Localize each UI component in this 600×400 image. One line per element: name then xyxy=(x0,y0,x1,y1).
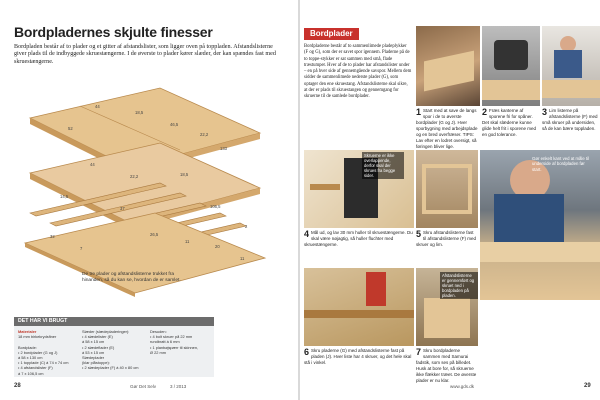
caption-step-4: 4 Mål ud, og lav 30 mm huller til skruestængerne. Du skal være nøjagtig, så huller fluchter med skruestængerne. xyxy=(304,229,413,247)
materials-line: rundbratt á 6 mm xyxy=(150,339,180,345)
materials-line: Slædeplader xyxy=(82,355,105,361)
materials-line: á 58 x 130 cm xyxy=(18,355,43,361)
dim-label: 44 xyxy=(95,104,100,109)
materials-header: DET HAR VI BRUGT xyxy=(14,317,214,326)
materials-line: (klar plåstoppe): xyxy=(82,360,110,366)
materials-col-1-head: Materialer xyxy=(18,329,37,334)
caption-step-1: 1 Start med at save de langs spor i de to øverste bordplader (G og J). Hver sporbygning med arbejdsplade og en bred overfræser. TIPS: Lav efter en lodret oversigt, så føringen bliver lige. xyxy=(416,107,478,149)
photo-step-5 xyxy=(416,150,478,228)
page-title: Bordpladernes skjulte finesser xyxy=(14,24,213,40)
materials-line: • 2 slædeplader (F) á 40 x 80 cm xyxy=(82,365,139,371)
website: www.gds.dk xyxy=(450,384,475,389)
materials-line: Bordplade: xyxy=(18,344,37,350)
dim-label: 32 xyxy=(50,234,55,239)
materials-line: • 4 bolt skruer på 22 mm xyxy=(150,334,193,340)
page-number-right: 29 xyxy=(584,383,591,389)
left-page xyxy=(0,0,298,400)
materials-line: • 4 slædelister (E) xyxy=(82,334,113,340)
caption-step-2: 2 Fræs kanterne af sporene fri for spåner. Det skal slæderne kunne glide helt frit i sporene med en god tolerance. xyxy=(482,107,537,137)
section-label: Bordplader xyxy=(304,28,359,40)
materials-col-2-head: Slæder (slædepladeringer): xyxy=(82,329,130,334)
callout-tip: Gør enkelt kant ved at måle til underside af bordpladen før start. xyxy=(532,156,590,172)
dim-label: 7 xyxy=(80,246,83,251)
caption-step-7: 7 Skru bordpladerne sammen med Samurai fadstik, som ses på billedet. Husk at bore for, så skruerne ikke flækker træet. De øverste plader er nu klar. xyxy=(416,347,477,383)
dim-label: 106,5 xyxy=(210,204,221,209)
diagram-caption: De tre plader og afstandslisterne trukket fra hinanden, så du kan se, hvordan de er samlet. xyxy=(82,272,181,283)
dim-label: 22,2 xyxy=(200,132,209,137)
right-page xyxy=(300,0,600,400)
photo-workshop xyxy=(480,150,600,300)
dim-label: 133 xyxy=(220,146,227,151)
materials-box xyxy=(14,317,214,377)
intro-text: Bordpladen består af to plader og et gitter af afstandslister, som ligger oven på toppladen. Afstandslisterne giver plads til de indbyggede skruestængerne. I de øverste to plader kører slæder, der kan spændes fast med skruestængerne. xyxy=(14,44,276,65)
exploded-table-diagram xyxy=(10,78,290,298)
materials-col-1 xyxy=(18,329,78,376)
dim-label: 44 xyxy=(90,162,95,167)
dim-label: 2 xyxy=(245,224,248,229)
materials-line: • 2 slædeflader (E) xyxy=(82,344,115,350)
materials-line: á 7 x 106,5 cm xyxy=(18,370,44,376)
materials-line: • 4 afstandslister (F) xyxy=(18,365,53,371)
dim-label: 18,5 xyxy=(180,172,189,177)
materials-line: Ø 22 mm xyxy=(150,349,166,355)
callout-saw: Skruerne er ikke overlappende, derfor skal der skrues fra begge sider. xyxy=(362,152,404,179)
dim-label: 18,5 xyxy=(135,110,144,115)
issue-label: 3 / 2013 xyxy=(170,384,187,389)
materials-col-3-head: Desuden: xyxy=(150,329,167,334)
caption-step-3: 3 Lim listerne på afstandslisterne (F) med små skruer på undersiden, så de kan bære toppladen. xyxy=(542,107,598,131)
photo-step-6 xyxy=(304,268,414,346)
body-text: Bordpladerne består af to sammenlimede pladeplykker (F og G), som der er savet spor igennem. Pladerne på de to toppe-stykker er sat sammen med små, flade træstumper. Hver af de to plader har afstandslister under – en på hver side af gennemgående savspor. Mellem dem sidder de sammenlimede nederste plader (G), som optager den ene skruestang. Afstandslisterne skal sikre, at der er plads til skruestangen og gennemgang for skruerne til de samlede bordplader. xyxy=(304,44,412,100)
caption-step-6: 6 Skru pladerne (G) med afstandslisterne fast på pladen (J). Hver liste har 4 skruer, og det hele skal stå i vinkel. xyxy=(304,347,412,365)
dim-label: 37 xyxy=(120,206,125,211)
dim-label: 22,2 xyxy=(130,174,139,179)
materials-line: 18 mm birkekrydsfiner xyxy=(18,334,57,340)
materials-line: • 1 planbøjspærr til skinnen, xyxy=(150,344,199,350)
page-number-left: 28 xyxy=(14,383,21,389)
dim-label: 26,5 xyxy=(150,232,159,237)
photo-step-1 xyxy=(416,26,480,106)
dim-label: 20 xyxy=(215,244,220,249)
dim-label: 52 xyxy=(68,126,73,131)
dim-label: 11 xyxy=(185,239,190,244)
materials-line: á 58 x 15 cm xyxy=(82,339,105,345)
magazine-name: Gør Det Selv xyxy=(130,384,157,389)
materials-col-2 xyxy=(82,329,146,371)
photo-step-2 xyxy=(482,26,540,106)
dim-label: 46,5 xyxy=(170,122,179,127)
materials-line: • 2 bordplader (G og J) xyxy=(18,349,58,355)
dim-label: 11 xyxy=(240,256,245,261)
callout-screw: Afstandslisterne er gennemført og skruet ned i bordpladen på pladen. xyxy=(440,272,478,299)
materials-line: á 53 x 15 cm xyxy=(82,349,105,355)
photo-step-3 xyxy=(542,26,600,106)
caption-step-5: 5 Skru afstandslisterne fast til afstandslisterne (F) med skruer og lim. xyxy=(416,229,477,247)
dim-label: 14,5 xyxy=(60,194,69,199)
materials-col-3 xyxy=(150,329,212,355)
materials-line: • 1 topplade (C) á 74 x 74 cm xyxy=(18,360,69,366)
